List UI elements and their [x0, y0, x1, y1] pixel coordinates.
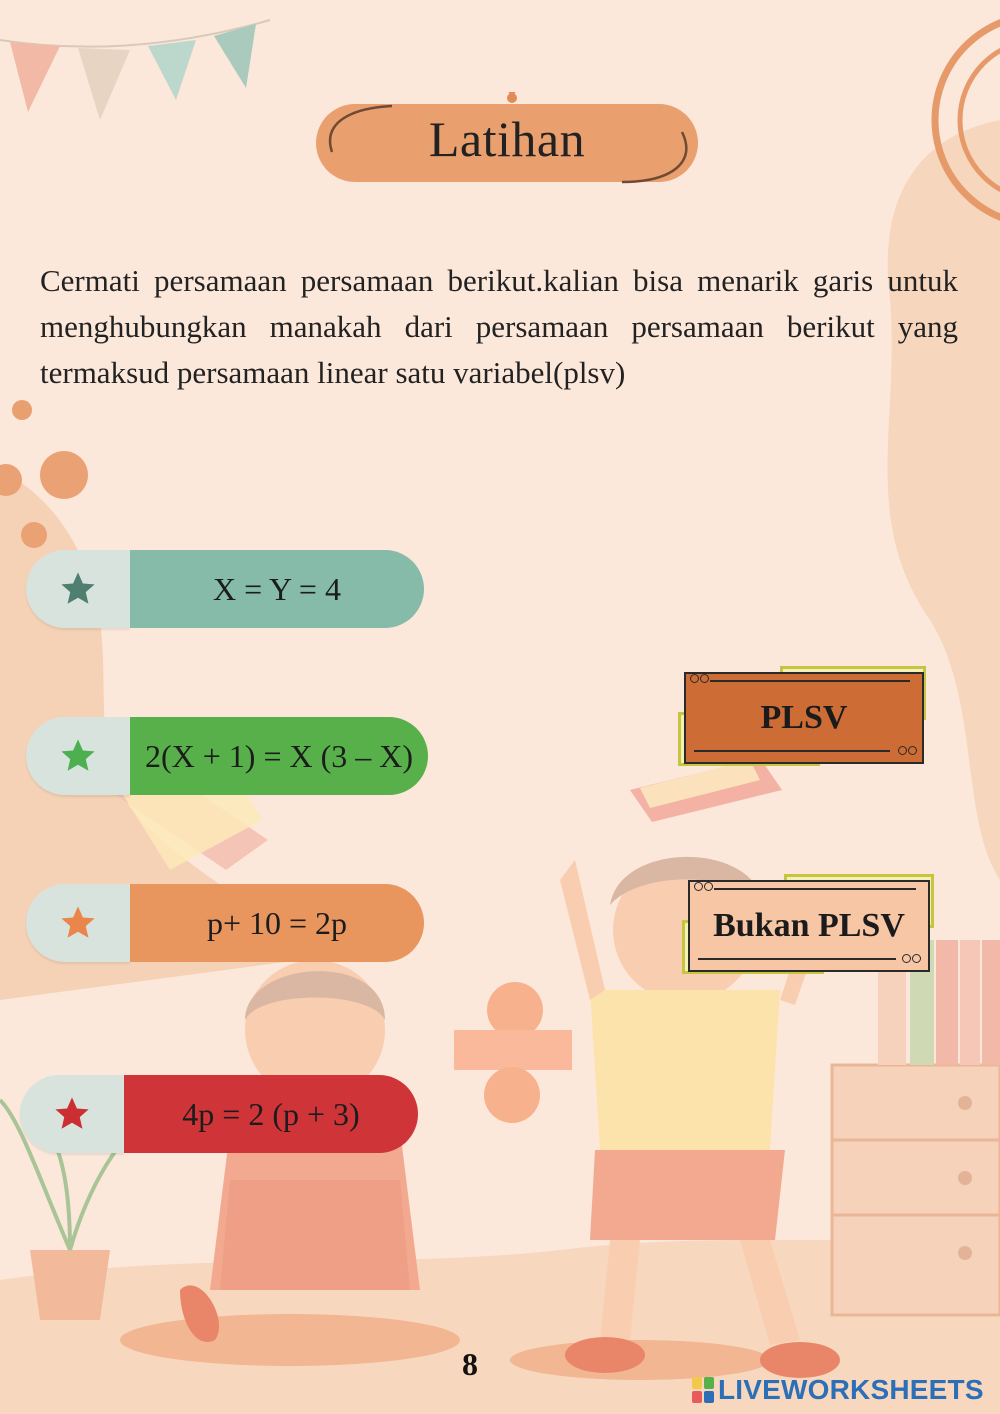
- star-icon: [59, 570, 97, 608]
- page-title: Latihan: [428, 111, 586, 167]
- target-bukan-plsv[interactable]: [680, 874, 934, 974]
- target-plsv[interactable]: [676, 666, 930, 766]
- star-icon: [59, 904, 97, 942]
- equation-cap: [26, 884, 130, 962]
- equation-text: p+ 10 = 2p: [130, 884, 424, 962]
- page-number: 8: [462, 1346, 478, 1382]
- equation-text: X = Y = 4: [130, 550, 424, 628]
- equation-text: 4p = 2 (p + 3): [124, 1075, 418, 1153]
- instructions-text: Cermati persamaan persamaan berikut.kalian bisa menarik garis untuk menghubungkan manakah dari persamaan persamaan berikut yang termaksud persamaan linear satu variabel(plsv): [40, 263, 958, 390]
- equation-item-4[interactable]: [20, 1075, 418, 1153]
- equation-text: 2(X + 1) = X (3 – X): [130, 717, 428, 795]
- liveworksheets-icon: [692, 1377, 714, 1403]
- equation-cap: [26, 717, 130, 795]
- star-icon: [59, 737, 97, 775]
- target-label: PLSV: [684, 672, 924, 764]
- equation-item-2[interactable]: [26, 717, 428, 795]
- brand-name: LIVEWORKSHEETS: [718, 1374, 984, 1405]
- title-banner: [312, 92, 702, 186]
- liveworksheets-logo[interactable]: [692, 1374, 984, 1406]
- star-icon: [53, 1095, 91, 1133]
- equation-cap: [20, 1075, 124, 1153]
- equation-item-3[interactable]: [26, 884, 424, 962]
- equation-cap: [26, 550, 130, 628]
- target-label: Bukan PLSV: [688, 880, 930, 972]
- equation-item-1[interactable]: [26, 550, 424, 628]
